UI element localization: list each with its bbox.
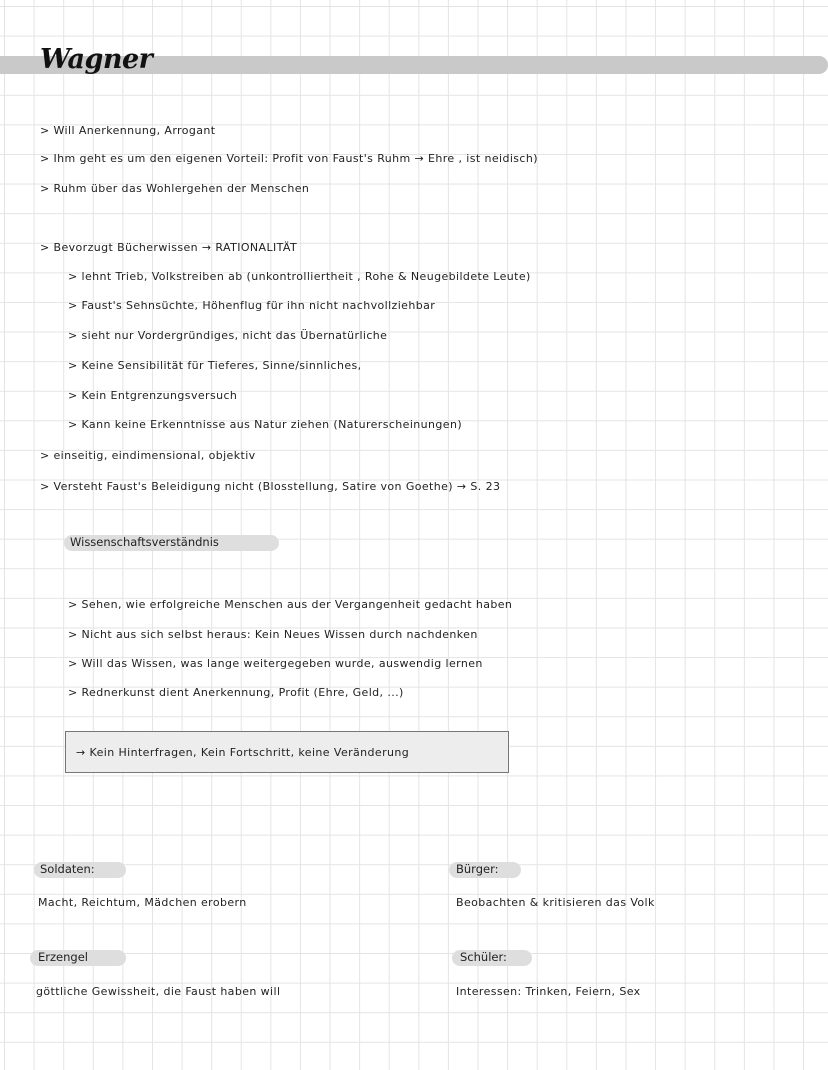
science-item: > Rednerkunst dient Anerkennung, Profit (Ehre, Geld, ...): [68, 686, 404, 699]
conclusion-text: → Kein Hinterfragen, Kein Fortschritt, keine Veränderung: [76, 746, 410, 759]
rationality-item: > lehnt Trieb, Volkstreiben ab (unkontrolliertheit , Rohe & Neugebildete Leute): [68, 270, 531, 283]
bullet-einseitig: > einseitig, eindimensional, objektiv: [40, 449, 256, 462]
buerger-label: Bürger:: [456, 862, 499, 876]
page-title: Wagner: [40, 44, 153, 75]
rationality-item: > Kein Entgrenzungsversuch: [68, 389, 238, 402]
science-item: > Sehen, wie erfolgreiche Menschen aus der Vergangenheit gedacht haben: [68, 598, 513, 611]
bullet-beleidigung: > Versteht Faust's Beleidigung nicht (Blosstellung, Satire von Goethe) → S. 23: [40, 480, 501, 493]
erzengel-label: Erzengel: [38, 950, 88, 964]
bullet-ruhm: > Ruhm über das Wohlergehen der Menschen: [40, 182, 310, 195]
soldaten-label: Soldaten:: [40, 862, 95, 876]
rationality-item: > sieht nur Vordergründiges, nicht das Übernatürliche: [68, 329, 388, 342]
bullet-anerkennung: > Will Anerkennung, Arrogant: [40, 124, 216, 137]
rationality-item: > Faust's Sehnsüchte, Höhenflug für ihn nicht nachvollziehbar: [68, 299, 436, 312]
rationality-item: > Keine Sensibilität für Tieferes, Sinne/sinnliches,: [68, 359, 362, 372]
science-item: > Will das Wissen, was lange weitergegeben wurde, auswendig lernen: [68, 657, 483, 670]
buerger-text: Beobachten & kritisieren das Volk: [456, 896, 655, 909]
schueler-text: Interessen: Trinken, Feiern, Sex: [456, 985, 641, 998]
schueler-label: Schüler:: [460, 950, 507, 964]
science-heading: Wissenschaftsverständnis: [70, 535, 219, 549]
soldaten-text: Macht, Reichtum, Mädchen erobern: [38, 896, 247, 909]
bullet-vorteil: > Ihm geht es um den eigenen Vorteil: Profit von Faust's Ruhm → Ehre , ist neidisch): [40, 152, 538, 165]
rationality-heading: > Bevorzugt Bücherwissen → RATIONALITÄT: [40, 241, 298, 254]
rationality-item: > Kann keine Erkenntnisse aus Natur ziehen (Naturerscheinungen): [68, 418, 463, 431]
erzengel-text: göttliche Gewissheit, die Faust haben will: [36, 985, 281, 998]
science-item: > Nicht aus sich selbst heraus: Kein Neues Wissen durch nachdenken: [68, 628, 478, 641]
